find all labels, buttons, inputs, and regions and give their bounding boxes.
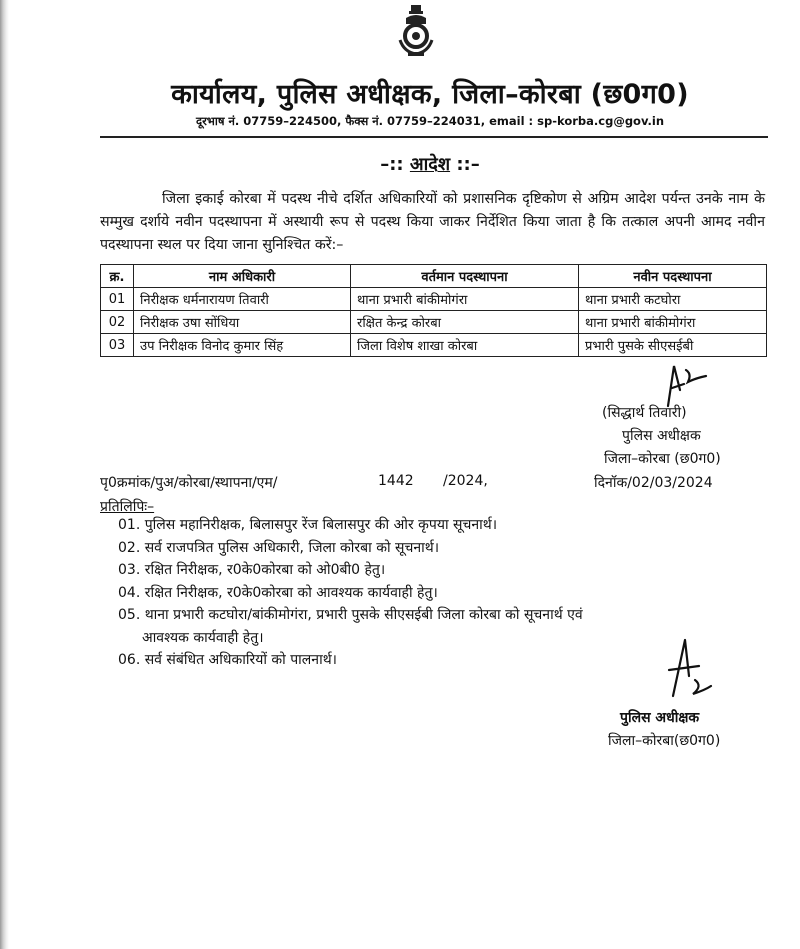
cell-new-posting: प्रभारी पुसके सीएसईबी	[579, 334, 767, 357]
office-title: कार्यालय, पुलिस अधीक्षक, जिला–कोरबा (छ0ग0)	[171, 79, 689, 110]
cell-current-posting: रक्षित केन्द्र कोरबा	[351, 311, 579, 334]
cell-serial: 03	[101, 334, 134, 357]
cell-serial: 02	[101, 311, 134, 334]
col-current-posting: वर्तमान पदस्थापना	[351, 265, 579, 288]
copy-to-title: प्रतिलिपिः–	[100, 499, 155, 515]
contact-line: दूरभाष नं. 07759–224500, फैक्स नं. 07759–224031, email : sp-korba.cg@gov.in	[195, 114, 665, 128]
table-row	[101, 311, 767, 334]
table-row	[101, 288, 767, 311]
list-item: 01. पुलिस महानिरीक्षक, बिलासपुर रेंज बिलासपुर की ओर कृपया सूचनार्थ।	[118, 517, 498, 533]
table-row	[101, 334, 767, 357]
reference-year: /2024,	[443, 473, 488, 489]
col-new-posting: नवीन पदस्थापना	[579, 265, 767, 288]
reference-number: 1442	[378, 473, 414, 489]
signatory-name: (सिद्धार्थ तिवारी)	[602, 405, 687, 421]
list-item: 05. थाना प्रभारी कटघोरा/बांकीमोगंरा, प्रभारी पुसके सीएसईबी जिला कोरबा को सूचनार्थ एवं आवश्यक कार्यवाही हेतु।	[118, 607, 583, 646]
police-emblem-icon	[396, 2, 436, 58]
cell-new-posting: थाना प्रभारी कटघोरा	[579, 288, 767, 311]
cell-serial: 01	[101, 288, 134, 311]
scan-edge	[0, 0, 9, 949]
footer-signatory-district: जिला–कोरबा(छ0ग0)	[608, 733, 721, 749]
reference-prefix: पृ0क्रमांक/पुअ/कोरबा/स्थापना/एम/	[100, 475, 278, 491]
header-divider	[100, 136, 768, 138]
order-heading: –:: आदेश ::–	[380, 154, 480, 175]
list-item: 04. रक्षित निरीक्षक, र0के0कोरबा को आवश्यक कार्यवाही हेतु।	[118, 584, 438, 601]
cell-new-posting: थाना प्रभारी बांकीमोगंरा	[579, 311, 767, 334]
cell-officer-name: उप निरीक्षक विनोद कुमार सिंह	[134, 334, 351, 357]
cell-officer-name: निरीक्षक धर्मनारायण तिवारी	[134, 288, 351, 311]
signatory-designation: पुलिस अधीक्षक	[622, 428, 701, 444]
list-item: 03. रक्षित निरीक्षक, र0के0कोरबा को ओ0बी0 हेतु।	[118, 562, 386, 578]
reference-date: दिनॉक/02/03/2024	[594, 475, 713, 491]
signature-icon	[655, 636, 715, 706]
order-paragraph: जिला इकाई कोरबा में पदस्थ नीचे दर्शित अधिकारियों को प्रशासनिक दृष्टिकोण से अग्रिम आदेश पर्यन्त उनके नाम के सम्मुख दर्शाये नवीन पदस्थापना में अस्थायी रूप से पदस्थ किया जाकर निर्देशित किया जाता है कि तत्काल अपनी आमद नवीन पदस्थापना स्थल पर दिया जाना सुनिश्चित करें:–	[100, 191, 765, 253]
cell-current-posting: जिला विशेष शाखा कोरबा	[351, 334, 579, 357]
table-header-row	[101, 265, 767, 288]
col-officer-name: नाम अधिकारी	[134, 265, 351, 288]
reference-line	[100, 473, 760, 495]
transfer-table	[100, 264, 767, 357]
signatory-district: जिला–कोरबा (छ0ग0)	[604, 451, 721, 467]
cell-officer-name: निरीक्षक उषा सोंधिया	[134, 311, 351, 334]
list-item: 06. सर्व संबंधित अधिकारियों को पालनार्थ।	[118, 652, 337, 668]
cell-current-posting: थाना प्रभारी बांकीमोगंरा	[351, 288, 579, 311]
col-serial: क्र.	[101, 265, 134, 288]
list-item: 02. सर्व राजपत्रित पुलिस अधिकारी, जिला कोरबा को सूचनार्थ।	[118, 539, 440, 556]
footer-signatory-designation: पुलिस अधीक्षक	[620, 710, 700, 726]
